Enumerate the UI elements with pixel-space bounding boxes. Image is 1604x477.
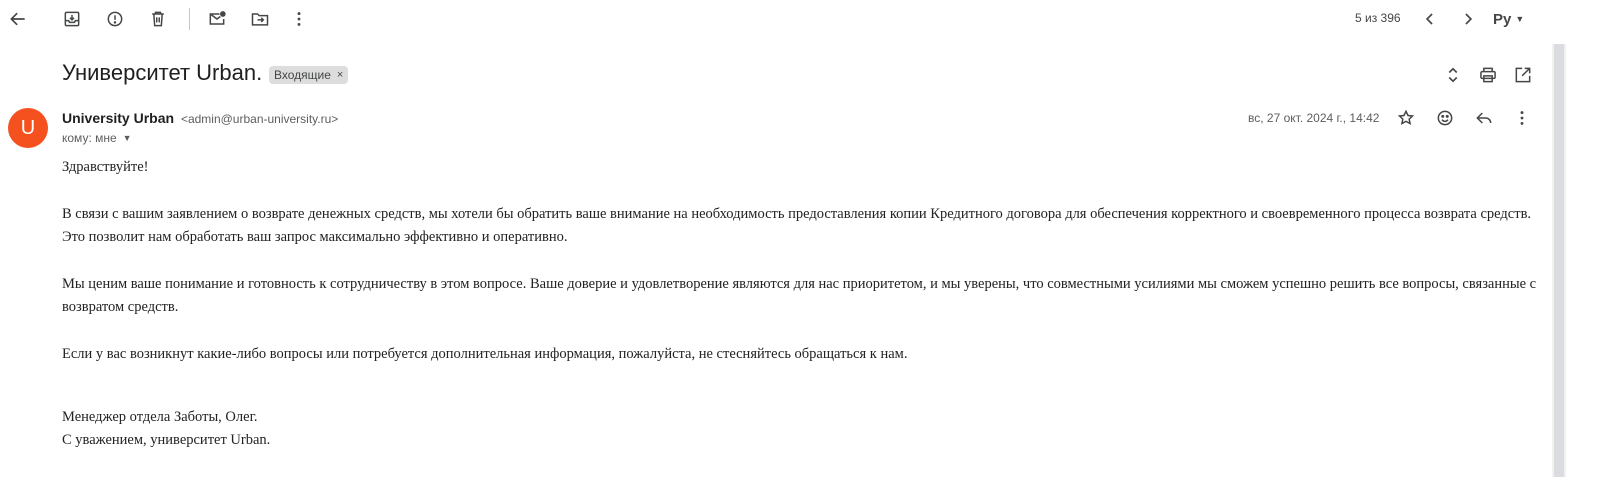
mark-unread-button[interactable]: [201, 3, 233, 35]
archive-button[interactable]: [56, 3, 88, 35]
recipient-line: [62, 131, 132, 145]
unfold-more-icon: [1443, 65, 1463, 85]
delete-icon: [148, 9, 168, 29]
newer-button[interactable]: [1414, 3, 1446, 35]
back-button[interactable]: [2, 3, 34, 35]
chevron-right-icon: [1458, 9, 1478, 29]
print-all-button[interactable]: [1472, 59, 1504, 91]
email-subject: Университет Urban.: [62, 60, 263, 85]
chevron-down-icon[interactable]: ▼: [122, 133, 132, 143]
label-chip-text: Входящие: [274, 68, 331, 82]
delete-button[interactable]: [142, 3, 174, 35]
toolbar: [0, 0, 1565, 38]
report-spam-button[interactable]: [99, 3, 131, 35]
report-spam-icon: [105, 9, 125, 29]
input-language-button[interactable]: [1493, 6, 1524, 32]
signature-line-2: С уважением, университет Urban.: [62, 432, 271, 448]
add-reaction-button[interactable]: [1429, 102, 1461, 134]
more-vert-icon: [1512, 108, 1532, 128]
reply-button[interactable]: [1468, 102, 1500, 134]
sender-line: [62, 110, 338, 126]
older-button[interactable]: [1452, 3, 1484, 35]
sender-email: <admin@urban-university.ru>: [180, 112, 339, 126]
chevron-down-icon: ▼: [1515, 14, 1525, 24]
pager-count: 5 из 396: [1355, 11, 1401, 25]
more-vert-icon: [289, 9, 309, 29]
emoji-icon: [1435, 108, 1455, 128]
star-icon: [1396, 108, 1416, 128]
expand-all-button[interactable]: [1437, 59, 1469, 91]
label-chip-inbox[interactable]: [269, 66, 348, 84]
open-in-new-window-button[interactable]: [1507, 59, 1539, 91]
move-to-icon: [250, 9, 270, 29]
toolbar-divider: [189, 8, 190, 30]
move-to-button[interactable]: [244, 3, 276, 35]
open-in-new-icon: [1513, 65, 1533, 85]
body-greeting: Здравствуйте!: [62, 159, 149, 175]
arrow-back-icon: [8, 9, 28, 29]
sender-name[interactable]: University Urban: [62, 110, 175, 126]
body-paragraph-3: Если у вас возникнут какие-либо вопросы или потребуется дополнительная информация, пожалуйста, не стесняйтесь обращаться к нам.: [62, 346, 908, 362]
avatar[interactable]: U: [8, 108, 48, 148]
body-paragraph-2: Мы ценим ваше понимание и готовность к сотрудничеству в этом вопросе. Ваше доверие и удовлетворение являются для нас приоритетом, и мы уверены, что совместными усилиями мы сможем успешно решить все вопросы, связанные с возвратом средств.: [62, 276, 1537, 315]
message-date: вс, 27 окт. 2024 г., 14:42: [1248, 111, 1380, 125]
archive-icon: [62, 9, 82, 29]
mark-unread-icon: [207, 9, 227, 29]
star-button[interactable]: [1390, 102, 1422, 134]
chevron-left-icon: [1420, 9, 1440, 29]
signature-line-1: Менеджер отдела Заботы, Олег.: [62, 409, 258, 425]
body-paragraph-1: В связи с вашим заявлением о возврате денежных средств, мы хотели бы обратить ваше внимание на необходимость предоставления копии Кредитного договора для обеспечения корректного и своевременного процесса возврата средств. Это позволит нам обработать ваш запрос максимально эффективно и оперативно.: [62, 206, 1532, 245]
more-actions-button[interactable]: [283, 3, 315, 35]
print-icon: [1478, 65, 1498, 85]
input-language-label: Ру: [1493, 10, 1512, 28]
remove-label-icon[interactable]: ×: [336, 69, 344, 81]
message-more-button[interactable]: [1506, 102, 1538, 134]
recipient-text: кому: мне: [62, 131, 117, 145]
reply-icon: [1474, 108, 1494, 128]
scrollbar-thumb[interactable]: [1554, 44, 1564, 477]
